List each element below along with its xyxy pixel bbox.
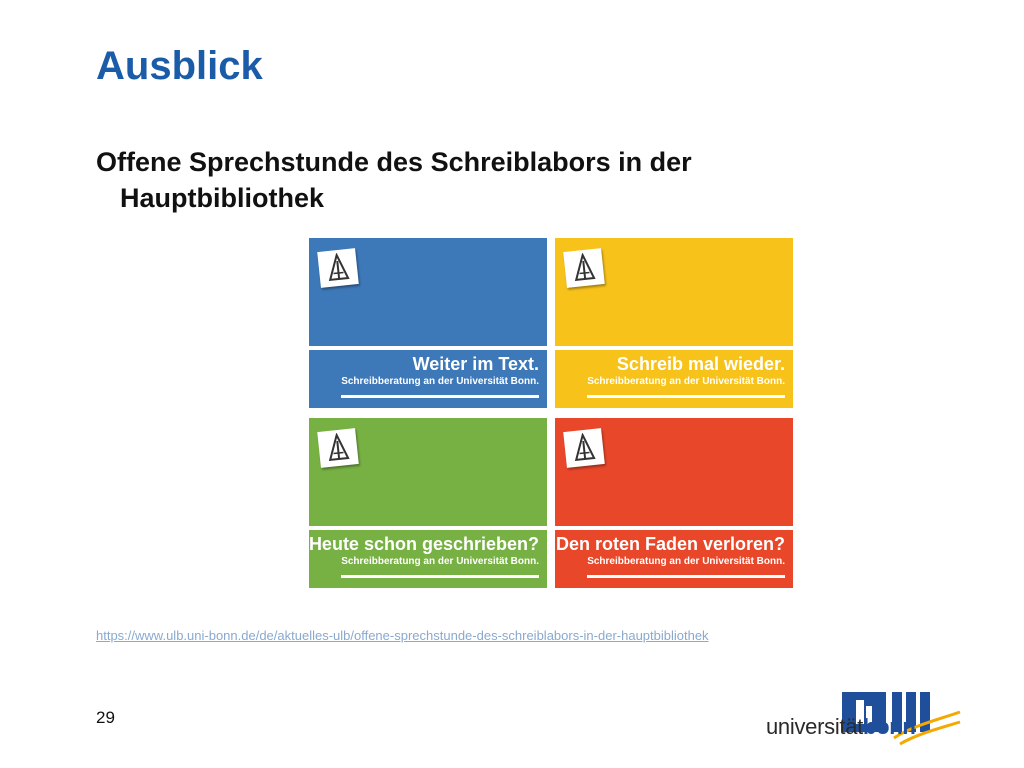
poster-card-green — [309, 418, 547, 588]
pen-nib-logo-icon — [317, 428, 359, 468]
card-headline: Heute schon geschrieben? — [309, 534, 539, 554]
card-headline: Weiter im Text. — [412, 354, 539, 374]
pen-nib-logo-icon — [563, 248, 605, 288]
card-underline — [587, 395, 785, 398]
card-headline: Den roten Faden verloren? — [555, 534, 785, 554]
card-divider — [555, 346, 793, 350]
pen-nib-logo-icon — [563, 428, 605, 468]
card-subline: Schreibberatung an der Universität Bonn. — [587, 556, 785, 567]
card-divider — [309, 526, 547, 530]
page-number: 29 — [96, 708, 115, 727]
source-link[interactable]: https://www.ulb.uni-bonn.de/de/aktuelles-ulb/offene-sprechstunde-des-schreiblabors-in-der-hauptbibliothek — [96, 628, 709, 643]
card-underline — [341, 575, 539, 578]
card-headline: Schreib mal wieder. — [616, 354, 785, 374]
card-divider — [555, 526, 793, 530]
poster-card-yellow — [555, 238, 793, 408]
card-divider — [309, 346, 547, 350]
slide-title: Ausblick — [96, 44, 263, 88]
subtitle-line-2: Hauptbibliothek — [120, 183, 324, 213]
card-subline: Schreibberatung an der Universität Bonn. — [341, 376, 539, 387]
subtitle-line-1: Offene Sprechstunde des Schreiblabors in der — [96, 147, 692, 177]
card-subline: Schreibberatung an der Universität Bonn. — [341, 556, 539, 567]
card-underline — [587, 575, 785, 578]
poster-card-blue — [309, 238, 547, 408]
card-subline: Schreibberatung an der Universität Bonn. — [587, 376, 785, 387]
card-underline — [341, 395, 539, 398]
pen-nib-logo-icon — [317, 248, 359, 288]
university-wordmark: universitätbonn — [766, 714, 916, 739]
university-logo — [766, 688, 966, 748]
poster-card-red — [555, 418, 793, 588]
schreiblabor-poster-grid — [309, 238, 795, 588]
slide-subtitle — [96, 144, 816, 216]
